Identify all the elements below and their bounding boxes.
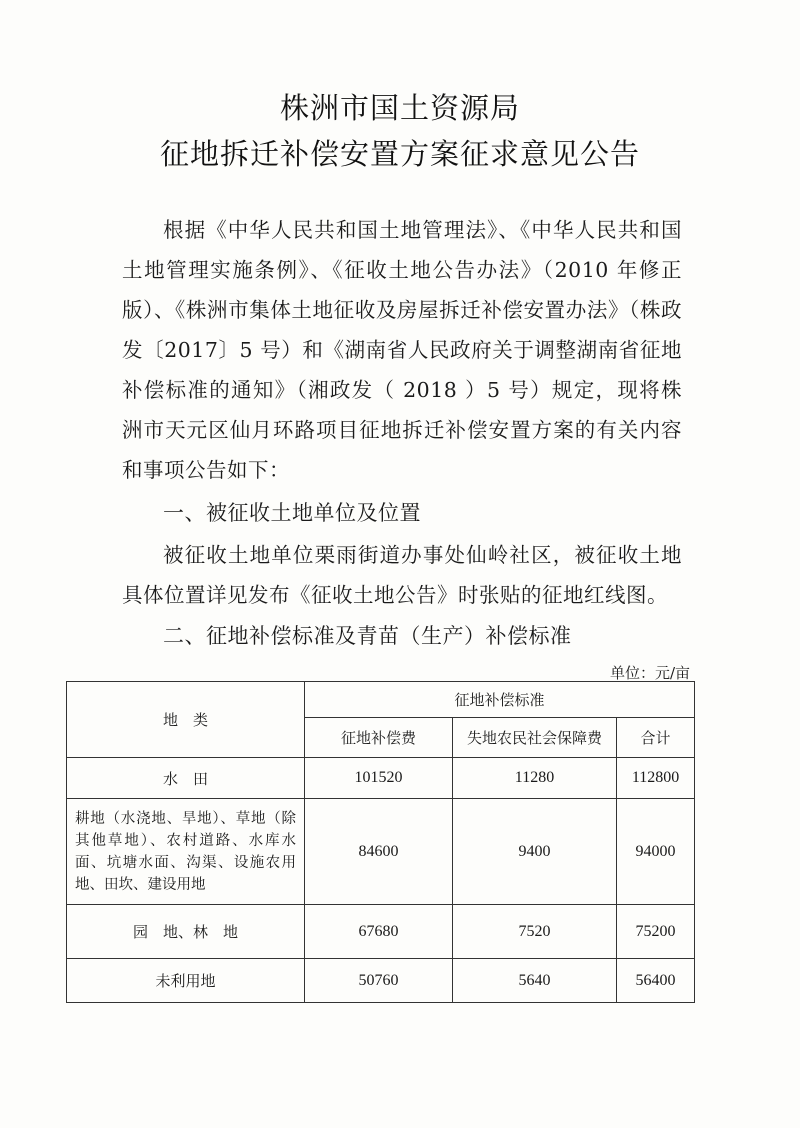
header-compensation-standard: 征地补偿标准 [305, 682, 695, 718]
header-social-security: 失地农民社会保障费 [453, 718, 617, 758]
total-cell: 56400 [617, 959, 695, 1003]
land-fee-cell: 50760 [305, 959, 453, 1003]
document-title-line2: 征地拆迁补偿安置方案征求意见公告 [159, 137, 640, 171]
social-security-cell: 9400 [453, 799, 617, 905]
intro-paragraph: 根据《中华人民共和国土地管理法》、《中华人民共和国土地管理实施条例》、《征收土地公告办法》（2010 年修正版）、《株洲市集体土地征收及房屋拆迁补偿安置办法》（株政发〔2017〕5 号）和《湖南省人民政府关于调整湖南省征地补偿标准的通知》（湘政发（ 2018 ）5 号）规定，现将株洲市天元区仙月环路项目征地拆迁补偿安置方案的有关内容和事项公告如下： [122, 218, 682, 482]
section1-paragraph: 被征收土地单位栗雨街道办事处仙岭社区，被征收土地具体位置详见发布《征收土地公告》时张贴的征地红线图。 [122, 543, 682, 607]
header-land-type: 地 类 [67, 682, 305, 758]
table-header-row [67, 682, 695, 718]
land-type-cell: 未利用地 [67, 959, 305, 1003]
social-security-cell: 11280 [453, 758, 617, 799]
land-type-cell: 水 田 [67, 758, 305, 799]
total-cell: 94000 [617, 799, 695, 905]
total-cell: 112800 [617, 758, 695, 799]
unit-label: 单位：元/亩 [609, 664, 690, 682]
table-row [67, 905, 695, 959]
land-fee-cell: 67680 [305, 905, 453, 959]
total-cell: 75200 [617, 905, 695, 959]
document-title-line1: 株洲市国土资源局 [279, 91, 520, 125]
table-row [67, 758, 695, 799]
land-fee-cell: 84600 [305, 799, 453, 905]
land-type-cell: 耕地（水浇地、旱地）、草地（除其他草地）、农村道路、水库水面、坑塘水面、沟渠、设施农用地、田坎、建设用地 [67, 799, 305, 905]
section2-heading: 二、征地补偿标准及青苗（生产）补偿标准 [163, 624, 572, 648]
social-security-cell: 5640 [453, 959, 617, 1003]
land-type-cell: 园 地、林 地 [67, 905, 305, 959]
compensation-table [66, 681, 695, 1003]
header-total: 合计 [617, 718, 695, 758]
table-row [67, 799, 695, 905]
land-fee-cell: 101520 [305, 758, 453, 799]
social-security-cell: 7520 [453, 905, 617, 959]
header-land-fee: 征地补偿费 [305, 718, 453, 758]
section1-heading: 一、被征收土地单位及位置 [163, 501, 421, 525]
table-row [67, 959, 695, 1003]
